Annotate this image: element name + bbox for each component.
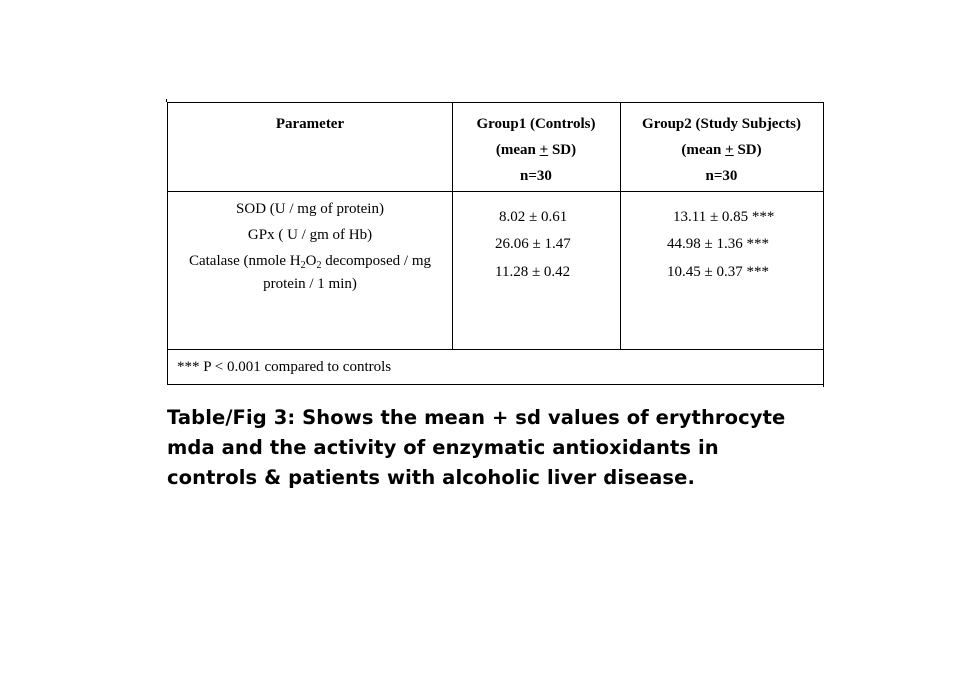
header-group2-stat: (mean + SD) [681, 142, 762, 158]
group1-catalase-value: 11.28 ± 0.42 [495, 264, 571, 280]
header-group2 [620, 111, 823, 189]
caption-line: Table/Fig 3: Shows the mean + sd values of erythrocyte [167, 406, 786, 429]
group1-gpx-value: 26.06 ± 1.47 [495, 236, 571, 252]
header-group2-title: Group2 (Study Subjects) [642, 116, 801, 132]
header-group1-title: Group1 (Controls) [476, 116, 596, 132]
header-group1-stat: (mean + SD) [495, 142, 577, 158]
parameter-sod: SOD (U / mg of protein) [236, 201, 384, 217]
header-parameter: Parameter [275, 116, 345, 132]
parameter-catalase: Catalase (nmole $H_2O_2$ decomposed / mg protein / 1 min) [188, 253, 432, 292]
caption-line: mda and the activity of enzymatic antioxidants in [167, 436, 719, 459]
group2-sod-value: 13.11 ± 0.85 *** [673, 209, 775, 225]
figure-caption [167, 403, 827, 493]
table-footnote: *** P < 0.001 compared to controls [177, 359, 392, 375]
group2-catalase-value: 10.45 ± 0.37 *** [667, 264, 769, 280]
header-group1-n: n=30 [520, 168, 552, 184]
row-divider [168, 191, 823, 192]
group2-gpx-value: 44.98 ± 1.36 *** [667, 236, 769, 252]
header-group1 [452, 111, 620, 189]
group1-sod-value: 8.02 ± 0.61 [499, 209, 568, 225]
row-divider [168, 349, 823, 350]
header-group2-n: n=30 [705, 168, 738, 184]
caption-line: controls & patients with alcoholic liver disease. [167, 466, 695, 489]
parameter-gpx: GPx ( U / gm of Hb) [247, 227, 373, 243]
results-table [167, 102, 824, 385]
